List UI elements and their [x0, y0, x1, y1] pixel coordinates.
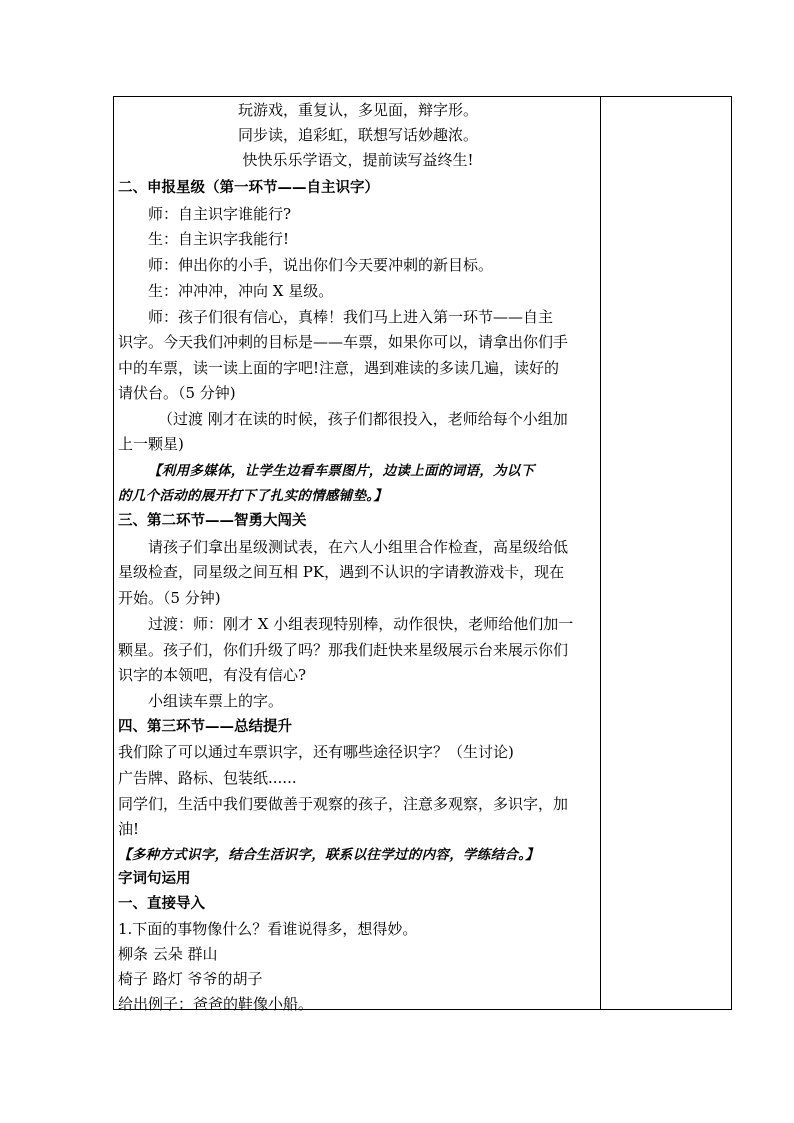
design-note-line: 【多种方式识字，结合生活识字，联系以往学过的内容，学练结合。】 — [118, 847, 540, 863]
question-line: 1.下面的事物像什么？看谁说得多，想得妙。 — [118, 920, 418, 938]
paragraph-line: 小组读车票上的字。 — [148, 692, 284, 710]
lesson-table — [113, 96, 732, 1013]
paragraph-line: 广告牌、路标、包装纸...... — [118, 769, 297, 787]
word-list-line: 椅子 路灯 爷爷的胡子 — [118, 970, 263, 988]
section-heading-1: 一、直接导入 — [118, 896, 205, 912]
dialogue-line: 师：伸出你的小手，说出你们今天要冲刺的新目标。 — [148, 256, 494, 274]
section-heading-3: 三、第二环节——智勇大闯关 — [118, 513, 307, 529]
paragraph-line: 师：孩子们很有信心，真棒！我们马上进入第一环节——自主 — [148, 308, 554, 326]
paragraph-line: 请伏台。（5 分钟) — [118, 384, 236, 402]
example-line: 给出例子：爸爸的鞋像小船。 — [118, 995, 314, 1013]
dialogue-line: 师：自主识字谁能行? — [148, 205, 292, 223]
transition-line: 识字的本领吧，有没有信心? — [118, 666, 307, 684]
dialogue-line: 生：自主识字我能行! — [148, 230, 290, 248]
transition-line: （过渡 刚才在读的时候，孩子们都很投入，老师给每个小组加 — [158, 410, 568, 428]
paragraph-line: 识字。今天我们冲刺的目标是——车票，如果你可以，请拿出你们手 — [118, 333, 569, 351]
subsection-title: 字词句运用 — [118, 871, 191, 887]
design-note-line: 【利用多媒体，让学生边看车票图片，边读上面的词语，为以下 — [148, 463, 535, 479]
transition-line: 过渡：师：刚才 X 小组表现特别棒，动作很快，老师给他们加一 — [148, 615, 574, 633]
rhyme-line-1: 玩游戏，重复认，多见面，辩字形。 — [237, 101, 478, 119]
dialogue-line: 生：冲冲冲，冲向 X 星级。 — [148, 282, 334, 300]
transition-line: 颗星。孩子们，你们升级了吗？那我们赶快来星级展示台来展示你们 — [118, 641, 569, 659]
paragraph-line: 同学们，生活中我们要做善于观察的孩子，注意多观察，多识字，加 — [118, 795, 569, 813]
paragraph-line: 星级检查，同星级之间互相 PK，遇到不认识的字请教游戏卡，现在 — [118, 563, 565, 581]
paragraph-line: 中的车票，读一读上面的字吧!注意，遇到难读的多读几遍，读好的 — [118, 359, 560, 377]
notes-cell — [602, 97, 731, 1009]
rhyme-line-2: 同步读，追彩虹，联想写话妙趣浓。 — [237, 126, 478, 144]
rhyme-line-3: 快快乐乐学语文，提前读写益终生! — [242, 151, 474, 169]
transition-line: 上一颗星) — [118, 435, 184, 453]
paragraph-line: 开始。（5 分钟) — [118, 589, 221, 607]
design-note-line: 的几个活动的展开打下了扎实的情感铺垫。】 — [118, 488, 388, 504]
paragraph-line: 请孩子们拿出星级测试表，在六人小组里合作检查，高星级给低 — [148, 538, 569, 556]
column-divider — [600, 97, 601, 1009]
paragraph-line: 油! — [118, 820, 140, 838]
section-heading-2: 二、申报星级（第一环节——自主识字） — [118, 180, 379, 196]
word-list-line: 柳条 云朵 群山 — [118, 945, 218, 963]
section-heading-4: 四、第三环节——总结提升 — [118, 719, 292, 735]
paragraph-line: 我们除了可以通过车票识字，还有哪些途径识字？（生讨论) — [118, 743, 514, 761]
